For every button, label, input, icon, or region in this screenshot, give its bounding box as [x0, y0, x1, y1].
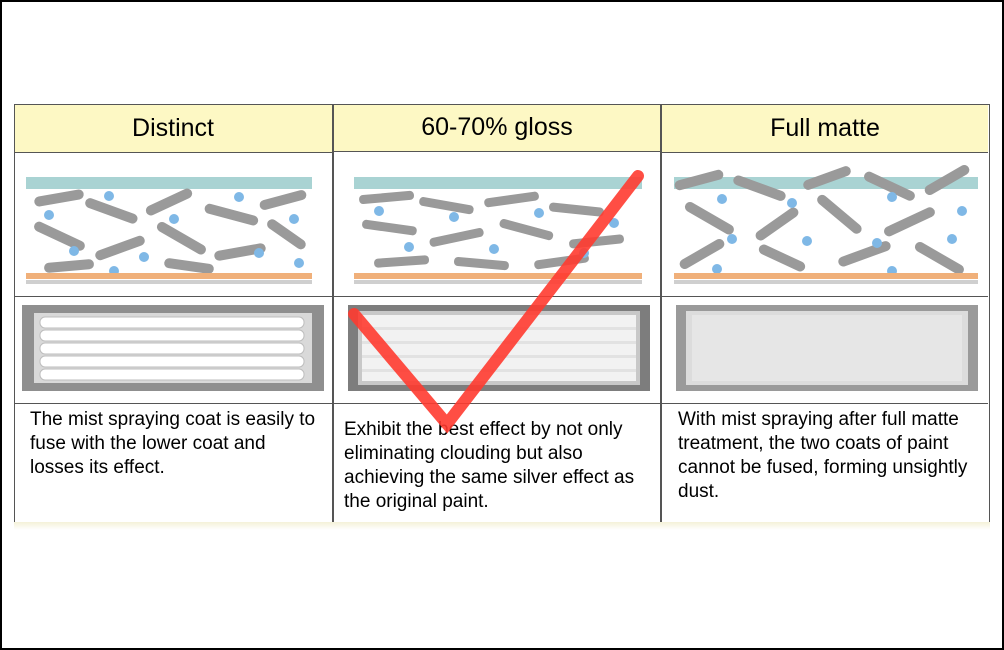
comparison-table — [14, 104, 990, 524]
header-matte: Full matte — [662, 104, 988, 153]
description-matte: With mist spraying after full matte treatment, the two coats of paint cannot be fused, forming unsightly dust. — [678, 409, 968, 502]
header-gloss: 60-70% gloss — [334, 104, 660, 152]
description-distinct: The mist spraying coat is easily to fuse with the lower coat and losses its effect. — [30, 409, 316, 478]
header-distinct: Distinct — [14, 104, 332, 153]
description-gloss: Exhibit the best effect by not only eliminating clouding but also achieving the same silver effect as the original paint. — [344, 419, 635, 512]
table-shadow — [14, 522, 990, 530]
table-border — [14, 104, 990, 524]
